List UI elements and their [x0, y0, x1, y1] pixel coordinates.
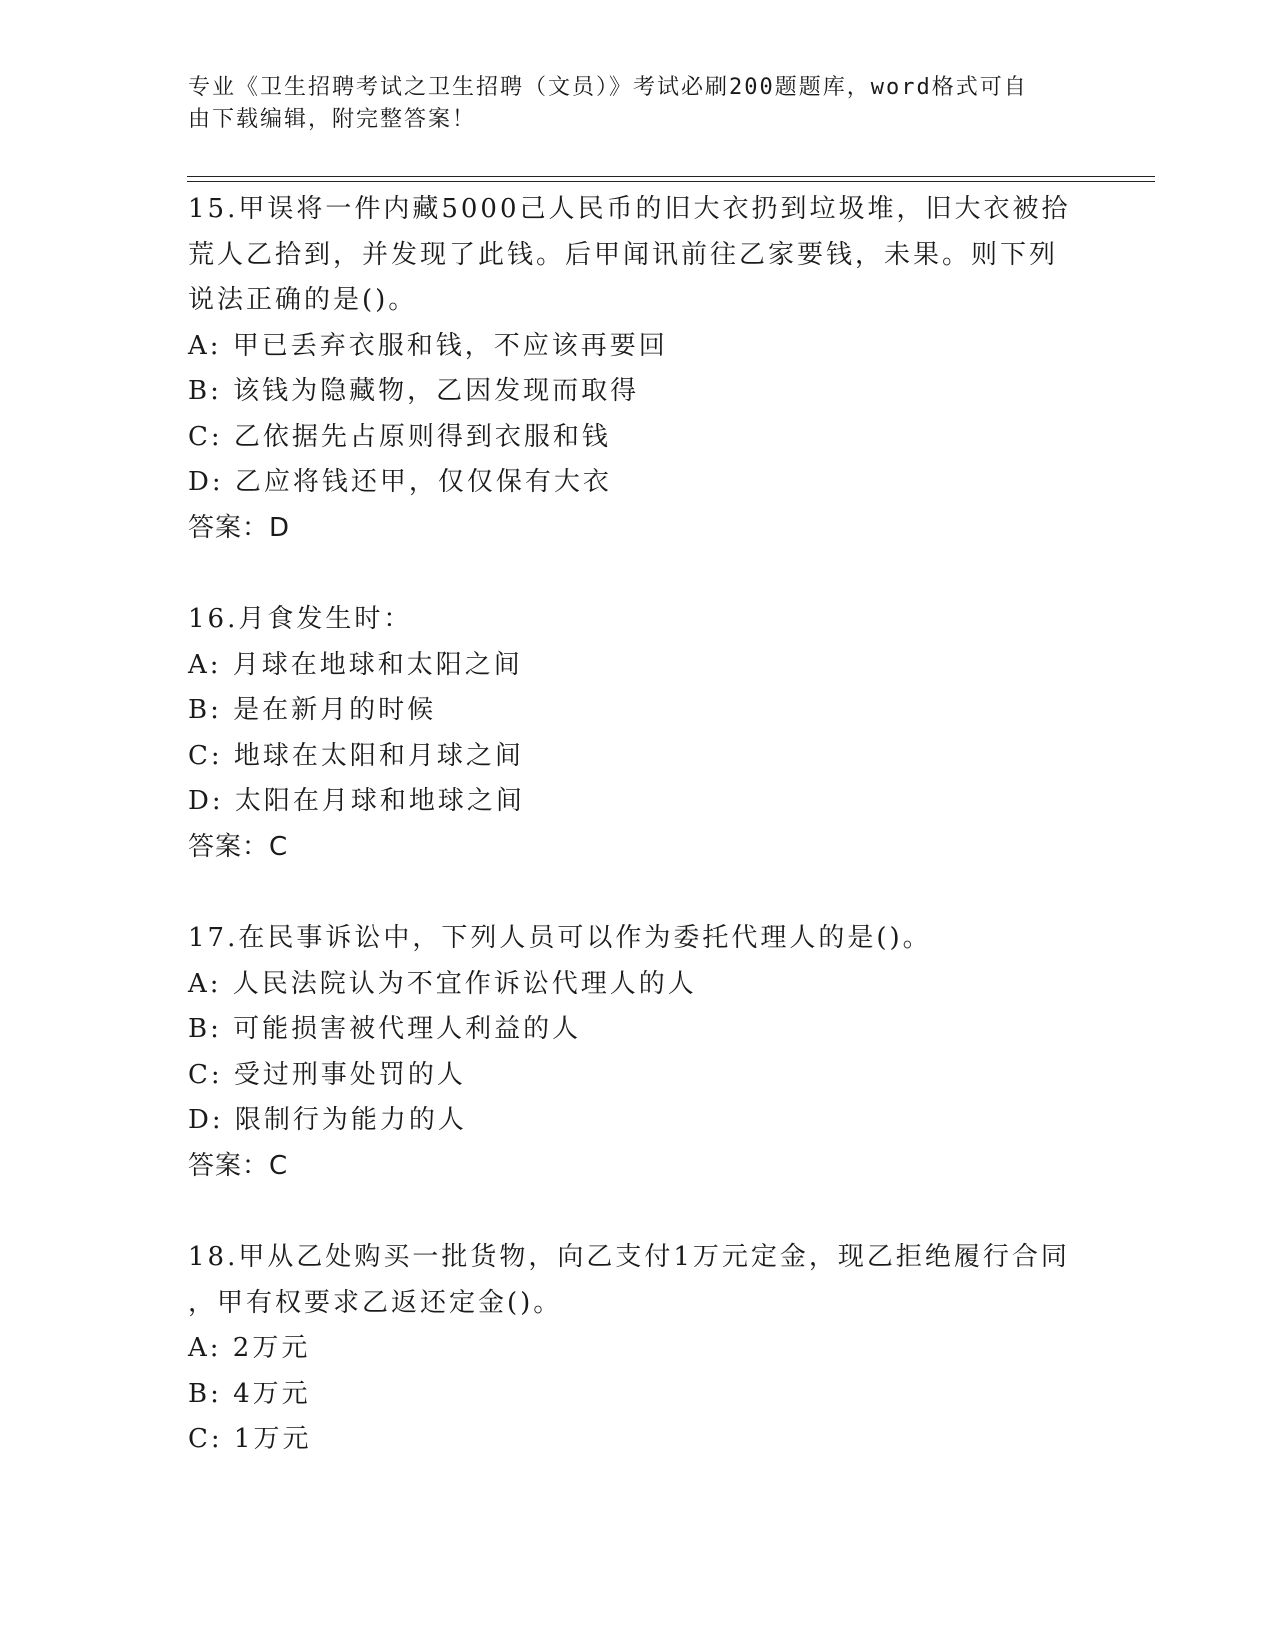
option-c: C: 受过刑事处罚的人: [188, 1059, 466, 1090]
option-b: B: 可能损害被代理人利益的人: [188, 1014, 582, 1044]
option-a: A: 人民法院认为不宜作诉讼代理人的人: [188, 968, 697, 999]
option-c: C: 乙依据先占原则得到衣服和钱: [188, 421, 611, 452]
question-block: [188, 1235, 1088, 1463]
question-stem-line: 荒人乙拾到，并发现了此钱。后甲闻讯前往乙家要钱，未果。则下列: [188, 239, 1059, 270]
option-b: B: 是在新月的时候: [188, 695, 437, 725]
question-spacer: [188, 1189, 1088, 1235]
option-b: B: 该钱为隐藏物，乙因发现而取得: [188, 376, 640, 406]
question-stem-line: 16.月食发生时：: [188, 604, 413, 634]
question-stem-line: 15.甲误将一件内藏5000己人民币的旧大衣扔到垃圾堆，旧大衣被拾: [188, 194, 1071, 224]
answer-line: 答案：D: [188, 512, 291, 543]
header-divider-top: [187, 176, 1155, 177]
option-b: B: 4万元: [188, 1378, 311, 1409]
option-a: A: 月球在地球和太阳之间: [188, 649, 523, 680]
question-spacer: [188, 551, 1088, 597]
question-list: [188, 187, 1088, 1463]
option-d: D: 太阳在月球和地球之间: [188, 786, 525, 816]
header-line-2: 由下载编辑，附完整答案！: [188, 107, 477, 132]
option-c: C: 地球在太阳和月球之间: [188, 740, 524, 771]
question-spacer: [188, 870, 1088, 916]
question-stem-line: ，甲有权要求乙返还定金()。: [188, 1287, 563, 1318]
question-stem-line: 17.在民事诉讼中，下列人员可以作为委托代理人的是()。: [188, 923, 932, 953]
answer-line: 答案：C: [188, 831, 289, 862]
question-block: [188, 597, 1088, 870]
question-stem-line: 18.甲从乙处购买一批货物，向乙支付1万元定金，现乙拒绝履行合同: [188, 1242, 1070, 1272]
option-a: A: 2万元: [188, 1333, 311, 1363]
option-a: A: 甲已丢弃衣服和钱，不应该再要回: [188, 330, 668, 361]
question-block: [188, 187, 1088, 551]
header-divider-bottom: [187, 181, 1155, 182]
header-line-1: 专业《卫生招聘考试之卫生招聘（文员）》考试必刷200题题库，word格式可自: [188, 75, 1028, 100]
document-header: [188, 72, 1088, 136]
answer-line: 答案：C: [188, 1150, 289, 1181]
option-d: D: 限制行为能力的人: [188, 1105, 467, 1135]
option-d: D: 乙应将钱还甲，仅仅保有大衣: [188, 467, 612, 497]
question-stem-line: 说法正确的是()。: [188, 285, 418, 315]
question-block: [188, 916, 1088, 1189]
option-c: C: 1万元: [188, 1424, 312, 1454]
